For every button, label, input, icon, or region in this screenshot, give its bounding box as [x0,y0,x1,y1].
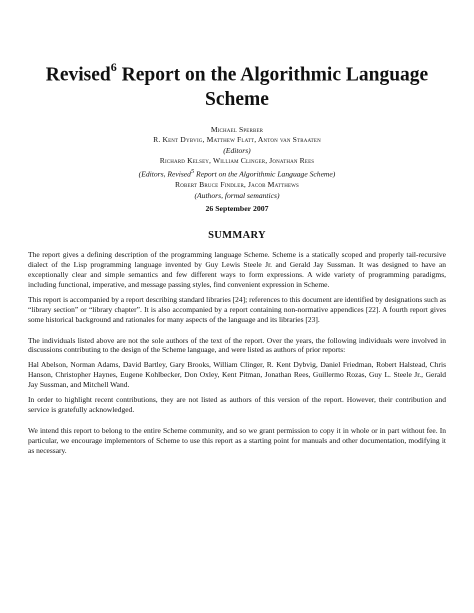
author-line-2: R. Kent Dybvig, Matthew Flatt, Anton van Straaten [153,135,321,145]
title-rest: Report on the Algorithmic Language [121,64,429,86]
author-line-5-post: Report on the Algorithmic Language Scheme) [194,169,336,179]
summary-paragraph-6: We intend this report to belong to the entire Scheme community, and so we grant permission to copy it in whole or in part without fee. In particular, we encourage implementors of Scheme to use this report as a starting point for manuals and other documentation, modifying it as necessary. [28,425,446,455]
author-line-7: (Authors, formal semantics) [194,190,280,200]
author-block [28,125,446,202]
summary-paragraph-5: In order to highlight recent contributions, they are not listed as authors of this version of the report. However, their contribution and service is gratefully acknowledged. [28,395,446,414]
author-line-1: Michael Sperber [210,124,264,134]
title-prefix: Revised [45,64,111,86]
title-line2: Scheme [205,88,269,110]
publication-date: 26 September 2007 [205,204,269,214]
author-line-5 [28,167,446,180]
title-superscript: 6 [110,60,117,74]
summary-paragraph-2: This report is accompanied by a report describing standard libraries [24]; references to this document are identified by designations such as “library section” or “library chapter”. It is also accompanied by a report containing non-normative appendices [22]. A fourth report gives some historical background and rationales for many aspects of the language and its libraries [23]. [28,294,446,324]
author-line-3: (Editors) [223,145,251,155]
page-title [28,0,446,112]
summary-paragraph-1: The report gives a defining description of the programming language Scheme. Scheme is a statically scoped and properly tail-recursive dialect of the Lisp programming language invented by Guy Lewis Steele Jr. and Gerald Jay Sussman. It was designed to have an exceptionally clear and simple semantics and few different ways to form expressions. A wide variety of programming paradigms, including functional, imperative, and message passing styles, find convenient expression in Scheme. [28,250,446,289]
author-line-6: Robert Bruce Findler, Jacob Matthews [175,180,299,189]
summary-body [28,250,446,455]
summary-heading: SUMMARY [208,230,266,242]
author-line-5-sup: 5 [190,167,195,175]
author-line-5-pre: (Editors, Revised [138,169,191,179]
summary-paragraph-3: The individuals listed above are not the sole authors of the text of the report. Over the years, the following individuals were involved in discussions contributing to the design of the Scheme language, and were listed as authors of prior reports: [28,335,446,355]
author-line-4: Richard Kelsey, William Clinger, Jonathan Rees [159,156,315,166]
summary-paragraph-4: Hal Abelson, Norman Adams, David Bartley, Gary Brooks, William Clinger, R. Kent Dybvig, Daniel Friedman, Robert Halstead, Chris Hanson, Christopher Haynes, Eugene Kohlbecker, Don Oxley, Kent Pitman, Jonathan Rees, Guillermo Rozas, Guy L. Steele Jr., Gerald Jay Sussman, and Mitchell Wand. [28,360,446,390]
